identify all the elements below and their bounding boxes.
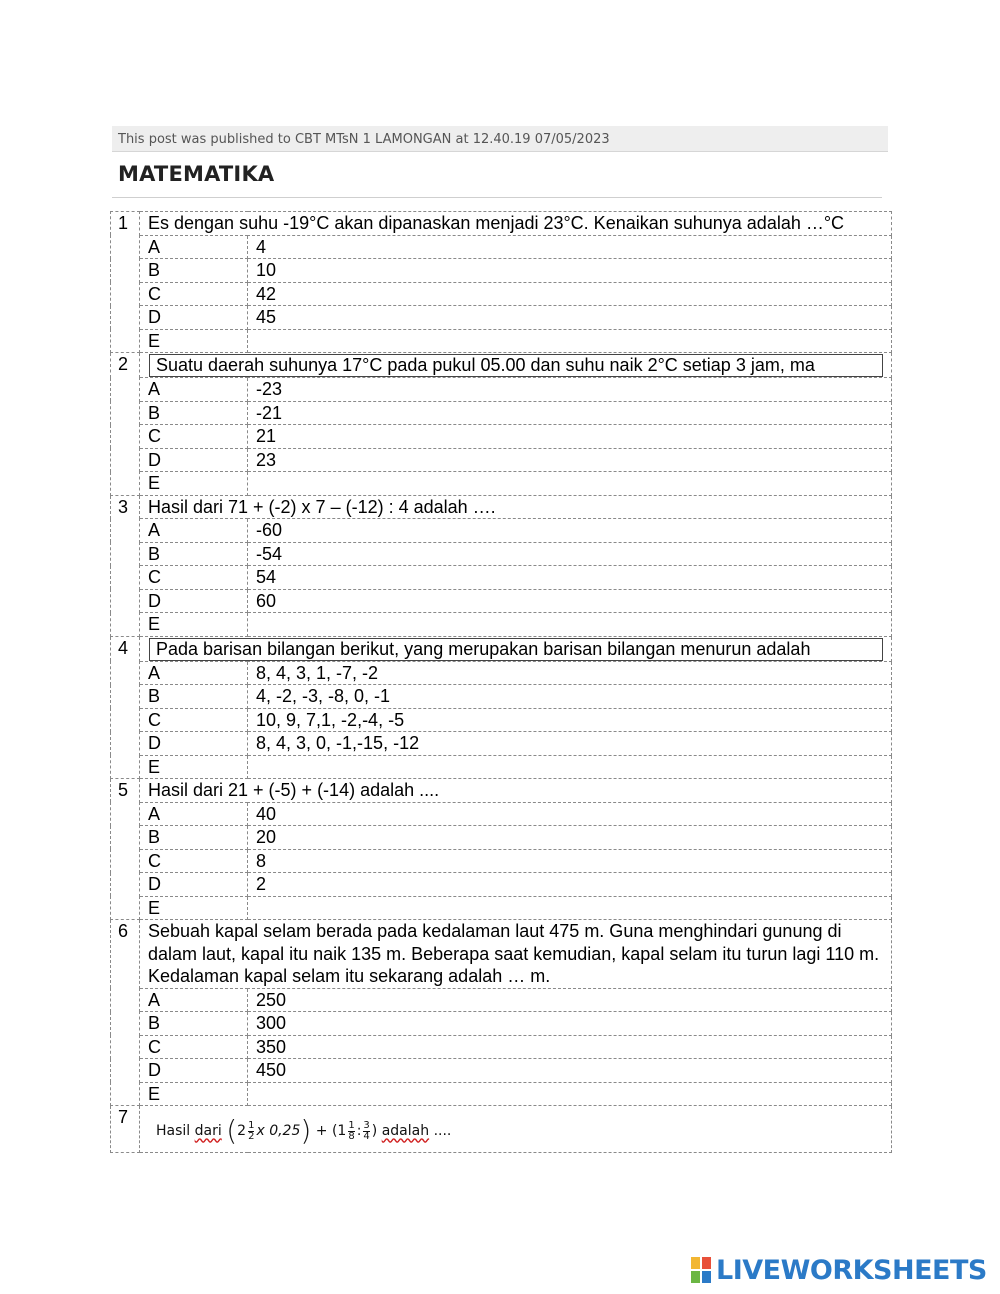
option-letter: E (140, 329, 248, 353)
question-row (111, 779, 892, 803)
formula-plus: + (1 (315, 1122, 347, 1139)
option-row (111, 613, 892, 637)
option-value: 45 (248, 306, 892, 330)
option-value: 54 (248, 566, 892, 590)
option-row (111, 282, 892, 306)
formula-ellipsis: .... (433, 1122, 452, 1139)
fraction-numerator: 1 (348, 1119, 355, 1131)
question-text-box: Suatu daerah suhunya 17°C pada pukul 05.00 dan suhu naik 2°C setiap 3 jam, ma (149, 354, 883, 377)
option-value: -54 (248, 542, 892, 566)
liveworksheets-logo (691, 1253, 987, 1287)
option-value (248, 755, 892, 779)
question-text-cell (140, 1106, 892, 1153)
option-letter: D (140, 448, 248, 472)
option-value: 23 (248, 448, 892, 472)
option-value: 350 (248, 1035, 892, 1059)
fraction-numerator: 1 (248, 1119, 255, 1131)
option-letter: E (140, 1082, 248, 1106)
option-letter: D (140, 732, 248, 756)
formula-close-paren: ) (300, 1114, 312, 1147)
option-row (111, 661, 892, 685)
formula-multiply: x 0,25 (256, 1122, 301, 1139)
option-value (248, 1082, 892, 1106)
fraction (363, 1121, 369, 1142)
option-row (111, 472, 892, 496)
option-letter: C (140, 425, 248, 449)
logo-square-3 (691, 1271, 700, 1283)
question-row (111, 353, 892, 378)
option-value (248, 613, 892, 637)
option-value: 4, -2, -3, -8, 0, -1 (248, 685, 892, 709)
fraction (248, 1121, 254, 1142)
option-letter: D (140, 589, 248, 613)
option-value: 250 (248, 988, 892, 1012)
option-row (111, 849, 892, 873)
question-text-cell (140, 636, 892, 661)
option-row (111, 1059, 892, 1083)
option-letter: A (140, 235, 248, 259)
option-row (111, 425, 892, 449)
logo-icon (691, 1257, 713, 1283)
publish-banner: This post was published to CBT MTsN 1 LAMONGAN at 12.40.19 07/05/2023 (112, 126, 888, 152)
option-row (111, 542, 892, 566)
option-letter: C (140, 1035, 248, 1059)
formula-whole-number: 2 (237, 1122, 247, 1139)
question-text-cell: Es dengan suhu -19°C akan dipanaskan menjadi 23°C. Kenaikan suhunya adalah …°C (140, 212, 892, 236)
option-row (111, 378, 892, 402)
option-value: -21 (248, 401, 892, 425)
option-row (111, 401, 892, 425)
option-letter: B (140, 1012, 248, 1036)
formula-word-adalah: adalah (381, 1122, 430, 1139)
option-letter: E (140, 613, 248, 637)
option-row (111, 1012, 892, 1036)
question-row (111, 495, 892, 519)
formula-open-paren: ( (226, 1114, 238, 1147)
quiz-table (110, 211, 892, 1153)
fraction (348, 1121, 354, 1142)
option-row (111, 235, 892, 259)
option-row (111, 873, 892, 897)
option-letter: E (140, 896, 248, 920)
option-value: 8, 4, 3, 0, -1,-15, -12 (248, 732, 892, 756)
formula-colon: : (356, 1122, 362, 1139)
option-letter: D (140, 306, 248, 330)
question-text-cell: Hasil dari 71 + (-2) x 7 – (-12) : 4 adalah …. (140, 495, 892, 519)
logo-square-1 (691, 1257, 700, 1269)
formula-word-dari: dari (194, 1122, 222, 1139)
question-text-box: Pada barisan bilangan berikut, yang merupakan barisan bilangan menurun adalah (149, 638, 883, 661)
question-text-cell: Hasil dari 21 + (-5) + (-14) adalah .... (140, 779, 892, 803)
option-value: 8 (248, 849, 892, 873)
logo-square-2 (702, 1257, 711, 1269)
option-letter: E (140, 755, 248, 779)
option-letter: B (140, 259, 248, 283)
option-letter: A (140, 519, 248, 543)
question-number: 5 (111, 779, 140, 920)
option-value: 60 (248, 589, 892, 613)
option-value (248, 329, 892, 353)
option-letter: D (140, 1059, 248, 1083)
option-value (248, 896, 892, 920)
option-value: 21 (248, 425, 892, 449)
option-row (111, 896, 892, 920)
option-value: 2 (248, 873, 892, 897)
option-letter: B (140, 401, 248, 425)
fraction-denominator: 8 (348, 1130, 355, 1142)
option-row (111, 685, 892, 709)
question-text-cell (140, 353, 892, 378)
option-value: 300 (248, 1012, 892, 1036)
option-row (111, 519, 892, 543)
fraction-denominator: 4 (363, 1130, 370, 1142)
option-value: 10, 9, 7,1, -2,-4, -5 (248, 708, 892, 732)
option-row (111, 1035, 892, 1059)
option-row (111, 826, 892, 850)
option-letter: C (140, 566, 248, 590)
title-divider (112, 197, 882, 198)
option-letter: A (140, 661, 248, 685)
option-value: 40 (248, 802, 892, 826)
option-row (111, 988, 892, 1012)
option-value: -60 (248, 519, 892, 543)
question-row (111, 212, 892, 236)
page-title: MATEMATIKA (118, 162, 275, 186)
option-value: 8, 4, 3, 1, -7, -2 (248, 661, 892, 685)
question-number: 7 (111, 1106, 140, 1153)
formula-close-paren: ) (371, 1122, 378, 1139)
option-letter: A (140, 802, 248, 826)
question-number: 2 (111, 353, 140, 496)
option-row (111, 259, 892, 283)
option-row (111, 306, 892, 330)
question-number: 3 (111, 495, 140, 636)
option-row (111, 329, 892, 353)
fraction-numerator: 3 (363, 1119, 370, 1131)
option-row (111, 732, 892, 756)
question-row (111, 636, 892, 661)
question-row (111, 920, 892, 989)
logo-square-4 (702, 1271, 711, 1283)
option-row (111, 708, 892, 732)
option-value: 42 (248, 282, 892, 306)
option-letter: E (140, 472, 248, 496)
option-letter: C (140, 708, 248, 732)
option-value: 20 (248, 826, 892, 850)
formula-prefix: Hasil (156, 1122, 191, 1139)
option-letter: A (140, 988, 248, 1012)
option-value: 4 (248, 235, 892, 259)
option-row (111, 802, 892, 826)
option-row (111, 755, 892, 779)
question-row (111, 1106, 892, 1153)
question-number: 4 (111, 636, 140, 779)
option-letter: C (140, 849, 248, 873)
question-number: 1 (111, 212, 140, 353)
option-letter: B (140, 542, 248, 566)
option-letter: A (140, 378, 248, 402)
option-value: -23 (248, 378, 892, 402)
option-letter: B (140, 685, 248, 709)
option-letter: B (140, 826, 248, 850)
formula (148, 1106, 883, 1152)
option-value (248, 472, 892, 496)
option-row (111, 1082, 892, 1106)
fraction-denominator: 2 (248, 1130, 255, 1142)
option-letter: C (140, 282, 248, 306)
option-letter: D (140, 873, 248, 897)
logo-text: LIVEWORKSHEETS (716, 1254, 987, 1286)
option-row (111, 448, 892, 472)
option-value: 450 (248, 1059, 892, 1083)
option-row (111, 566, 892, 590)
question-number: 6 (111, 920, 140, 1106)
option-value: 10 (248, 259, 892, 283)
question-text-cell: Sebuah kapal selam berada pada kedalaman laut 475 m. Guna menghindari gunung di dalam laut, kapal itu naik 135 m. Beberapa saat kemudian, kapal selam itu turun lagi 110 m. Kedalaman kapal selam itu sekarang adalah … m. (140, 920, 892, 989)
option-row (111, 589, 892, 613)
